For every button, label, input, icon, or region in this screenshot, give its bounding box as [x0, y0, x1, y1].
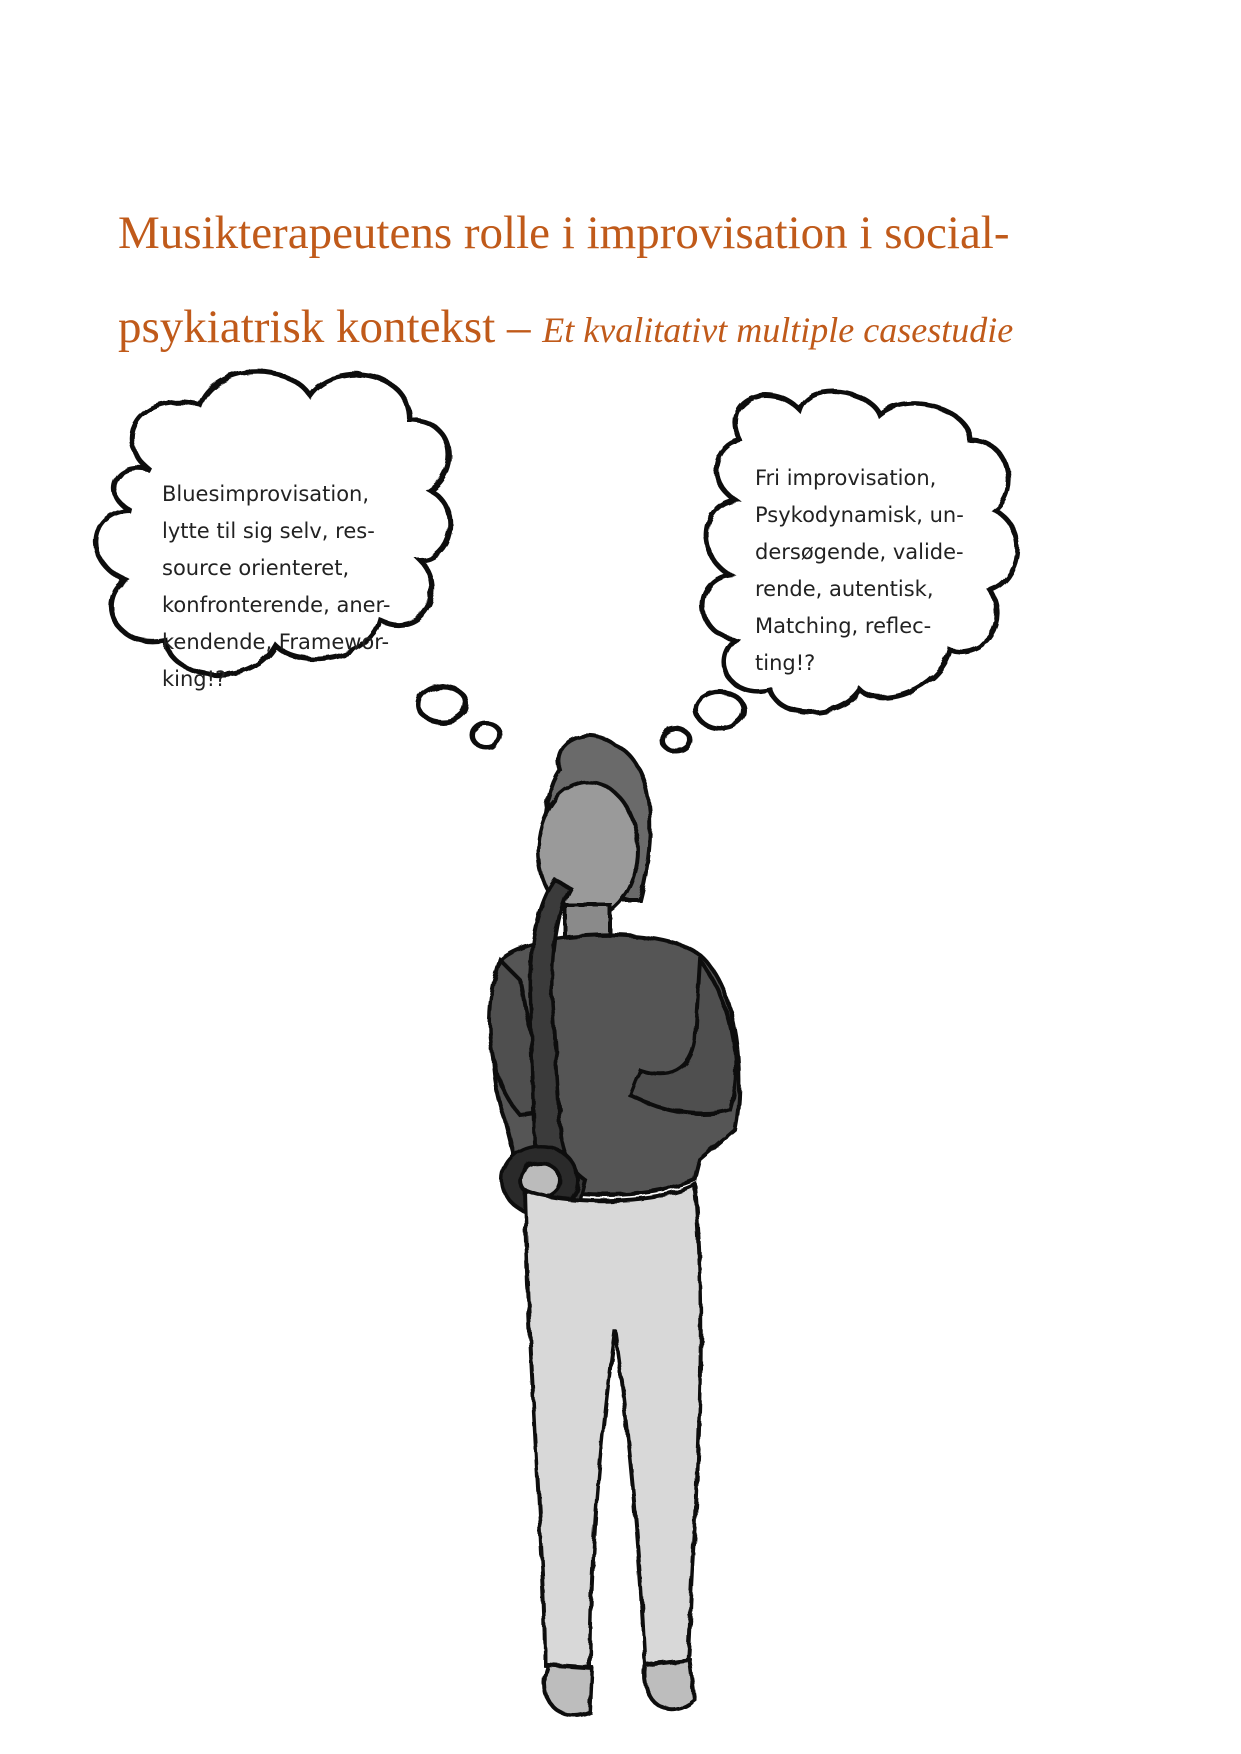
- saxophone-player-figure: [490, 736, 740, 1716]
- thought-text-left: Bluesimprovisation, lytte til sig selv, res- source orienteret, konfronterende, aner- kendende, Framewor- king!?: [162, 482, 391, 691]
- title-subtitle: Et kvalitativt multiple casestudie: [542, 310, 1014, 350]
- thought-text-right: Fri improvisation, Psykodynamisk, un- dersøgende, valide- rende, autentisk, Matching, reflec- ting!?: [755, 466, 964, 675]
- title-main: Musikterapeutens rolle i improvisation i social-psykiatrisk kontekst –: [118, 207, 1010, 353]
